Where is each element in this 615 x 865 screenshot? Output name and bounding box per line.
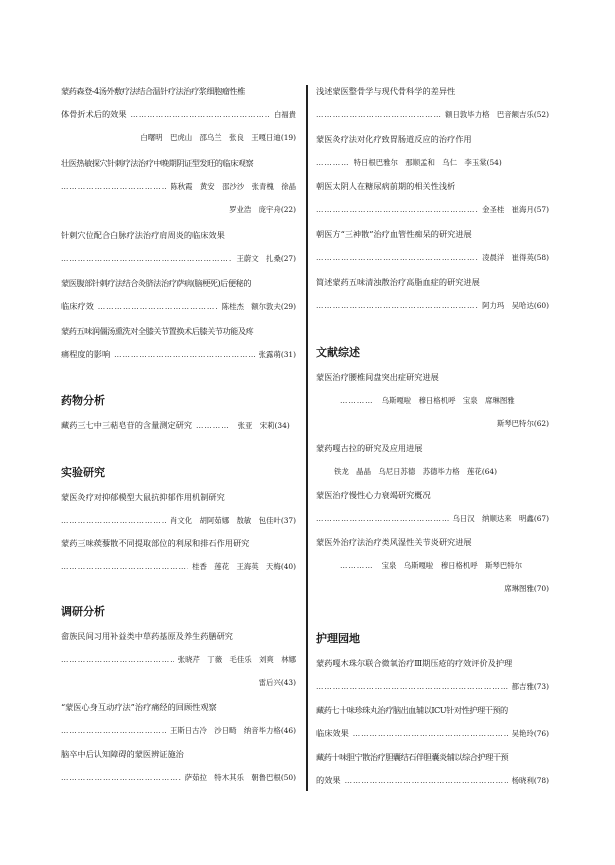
entry-title-cont: 临床疗效	[61, 301, 94, 311]
leader-dots	[61, 654, 174, 665]
toc-entry[interactable]	[316, 443, 549, 477]
entry-title: 蒙药嘎木珠尔联合微氧治疗Ⅲ期压疮的疗效评价及护理	[316, 658, 513, 668]
author-line: 席琳图雅(70)	[504, 584, 549, 593]
entry-authors	[316, 109, 549, 120]
toc-entry[interactable]	[316, 752, 549, 786]
entry-authors	[316, 728, 549, 739]
author-line: 罗业浩 庞宇舟(22)	[229, 205, 296, 214]
entry-title: 藏药七十味珍珠丸治疗脑出血辅以ICU针对性护理干预的	[316, 705, 508, 715]
entry-authors	[316, 252, 549, 263]
toc-entry[interactable]	[316, 134, 549, 168]
entry-authors	[61, 654, 296, 665]
entry-title-cont: 体骨折术后的效果	[61, 109, 127, 119]
entry-authors	[61, 349, 296, 360]
entry-authors	[61, 109, 296, 120]
toc-entry[interactable]	[316, 181, 549, 215]
leader-dots	[61, 181, 166, 192]
leader-dots	[353, 728, 508, 739]
entry-authors	[316, 775, 549, 786]
leader-dots	[316, 681, 508, 692]
leader-dots	[61, 515, 166, 526]
author-line: 乌斯嘎啦 穆日格机呼 宝泉 席琳图雅	[381, 396, 515, 405]
author-line: 陈秋霞 黄安 邵沙沙 张青槐 徐晶	[170, 182, 296, 191]
leader-dots	[61, 253, 232, 264]
author-line: 陈桂杰 额尔敦夫(29)	[221, 302, 296, 311]
entry-authors	[316, 204, 549, 215]
entry-title: 蒙医外治疗法治疗类风湿性关节炎研究进展	[316, 537, 472, 547]
entry-title: 蒙医治疗腰椎间盘突出症研究进展	[316, 372, 439, 382]
entry-title: 蒙药五味润僵汤熏洗对全膝关节置换术后膝关节功能及疼	[61, 326, 254, 336]
toc-entry[interactable]	[61, 278, 296, 312]
author-line: 阿力玛 吴哈达(60)	[482, 301, 549, 310]
leader-dots	[340, 395, 374, 406]
author-line: 张晓芹 丁薇 毛佳乐 刘爽 林娜	[177, 655, 296, 664]
entry-title: 脑卒中后认知障碍的蒙医辨证施治	[61, 749, 184, 759]
leader-dots	[345, 775, 508, 786]
author-line: 萨茹拉 特木其乐 朝鲁巴根(50)	[184, 773, 296, 782]
column-divider	[306, 85, 308, 791]
entry-title-cont: 临床效果	[316, 728, 349, 738]
entry-title: 朝医太阴人在糖尿病前期的相关性浅析	[316, 181, 456, 191]
entry-title: 藏药三七中三萜皂苷的含量测定研究	[61, 420, 193, 430]
leader-dots	[316, 252, 478, 263]
toc-entry[interactable]	[61, 749, 296, 783]
toc-entry[interactable]	[61, 538, 296, 572]
toc-entry[interactable]	[61, 158, 296, 215]
leader-dots	[61, 772, 181, 783]
toc-entry[interactable]	[316, 490, 549, 524]
entry-authors	[316, 157, 549, 168]
entry-title: 简述蒙药五味清浊散治疗高脂血症的研究进展	[316, 277, 480, 287]
leader-dots	[196, 420, 230, 431]
author-line: 宝泉 乌斯嘎啦 穆日格机呼 斯琴巴特尔	[381, 561, 522, 570]
entry-authors	[61, 301, 296, 312]
author-line: 乌日汉 纳顺达来 明鑫(67)	[452, 514, 549, 523]
author-line: 张露萌(31)	[258, 350, 296, 359]
entry-authors	[61, 515, 296, 526]
toc-entry[interactable]	[61, 492, 296, 526]
toc-entry[interactable]	[316, 86, 549, 120]
entry-title: 蒙药三味蒺藜散不同提取部位的利尿和排石作用研究	[61, 538, 250, 548]
toc-entry[interactable]	[316, 658, 549, 692]
toc-entry[interactable]	[61, 230, 296, 264]
entry-title: 浅述蒙医整骨学与现代骨科学的差异性	[316, 86, 456, 96]
section-heading: 文献综述	[316, 346, 360, 359]
entry-authors	[61, 561, 296, 572]
leader-dots	[316, 157, 350, 168]
author-line: 张亚 宋莉(34)	[237, 421, 290, 430]
author-line: 雷后兴(43)	[258, 678, 296, 687]
toc-entry[interactable]	[61, 86, 296, 143]
author-line: 王蔚文 扎桑(27)	[236, 254, 296, 263]
entry-authors	[316, 513, 549, 524]
leader-dots	[98, 301, 218, 312]
entry-authors	[316, 681, 549, 692]
author-line: 金圣桂 崔海月(57)	[482, 205, 549, 214]
entry-title: “蒙医心身互动疗法”治疗痛经的回顾性观察	[61, 702, 217, 712]
entry-authors	[316, 300, 549, 311]
entry-authors	[316, 560, 549, 571]
toc-entry[interactable]	[316, 277, 549, 311]
entry-authors	[61, 181, 296, 192]
author-line: 斯琴巴特尔(62)	[496, 419, 549, 428]
author-line: 杨晓利(78)	[511, 776, 549, 785]
entry-title: 蒙医治疗慢性心力衰竭研究概况	[316, 490, 431, 500]
author-line: 肖文化 胡阿茹娜 敖敏 包佳叶(37)	[169, 516, 296, 525]
toc-entry[interactable]	[316, 229, 549, 263]
leader-dots	[316, 109, 441, 120]
section-heading: 调研分析	[61, 605, 105, 618]
entry-authors	[61, 420, 296, 431]
leader-dots	[61, 561, 188, 572]
entry-authors	[61, 772, 296, 783]
leader-dots	[61, 725, 166, 736]
author-line: 王斯日古冷 沙日畸 纳音毕力格(46)	[169, 726, 296, 735]
entry-title: 壮医热敏探穴针刺疗法治疗中晚期阴证型发旺的临床观察	[61, 158, 254, 168]
entry-authors	[61, 253, 296, 264]
section-heading: 实验研究	[61, 466, 105, 479]
toc-entry[interactable]	[61, 420, 296, 431]
author-line: 白福貴	[273, 110, 296, 119]
leader-dots	[316, 300, 478, 311]
entry-authors	[61, 725, 296, 736]
toc-entry[interactable]	[61, 631, 296, 688]
author-line: 特日根巴雅尔 那顺孟和 乌仁 李玉棠(54)	[353, 158, 502, 167]
leader-dots	[316, 204, 478, 215]
leader-dots	[114, 349, 255, 360]
section-heading: 药物分析	[61, 394, 105, 407]
author-line: 铁龙 晶晶 乌尼日苏德 苏德毕力格 莲花(64)	[334, 467, 497, 476]
toc-entry[interactable]	[316, 705, 549, 739]
entry-title: 畲族民间习用补益类中草药基原及养生药膳研究	[61, 631, 233, 641]
leader-dots	[340, 560, 374, 571]
entry-title-cont: 的效果	[316, 775, 341, 785]
entry-title: 藏药十味胆宁散治疗胆囊结石伴胆囊炎辅以综合护理干预	[316, 752, 509, 762]
author-line: 凌晨洋 崔得英(58)	[482, 253, 549, 262]
section-heading: 护理园地	[316, 632, 360, 645]
entry-authors	[316, 395, 549, 406]
entry-title: 蒙医腹部针刺疗法结合灸脐法治疗萨病(脑梗死)后便秘的	[61, 278, 251, 288]
author-line: 都吉雅(73)	[511, 682, 549, 691]
toc-entry[interactable]	[316, 372, 549, 429]
entry-title: 朝医方“三神散”治疗血管性痴呆的研究进展	[316, 229, 472, 239]
leader-dots	[316, 513, 449, 524]
author-line: 桂香 莲花 王海英 天梅(40)	[192, 562, 296, 571]
author-line: 额日敦毕力格 巴音额吉乐(52)	[445, 110, 549, 119]
toc-entry[interactable]	[61, 702, 296, 736]
entry-title: 蒙医灸疗法对化疗致胃肠道反应的治疗作用	[316, 134, 472, 144]
entry-title: 蒙医灸疗对抑郁模型大鼠抗抑郁作用机制研究	[61, 492, 225, 502]
entry-title: 针刺穴位配合白脉疗法治疗肩周炎的临床效果	[61, 230, 225, 240]
author-line: 白曙明 巴虎山 邵乌兰 张良 王嘎日迪(19)	[140, 133, 296, 142]
toc-entry[interactable]	[316, 537, 549, 594]
entry-title-cont: 痛程度的影响	[61, 349, 111, 359]
entry-title: 蒙药嘎古拉的研究及应用进展	[316, 443, 423, 453]
entry-title: 蒙药森登-4汤外敷疗法结合温针疗法治疗浆细胞瘤性椎	[61, 86, 245, 96]
leader-dots	[131, 109, 270, 120]
toc-entry[interactable]	[61, 326, 296, 360]
author-line: 吴艳玲(76)	[511, 729, 549, 738]
